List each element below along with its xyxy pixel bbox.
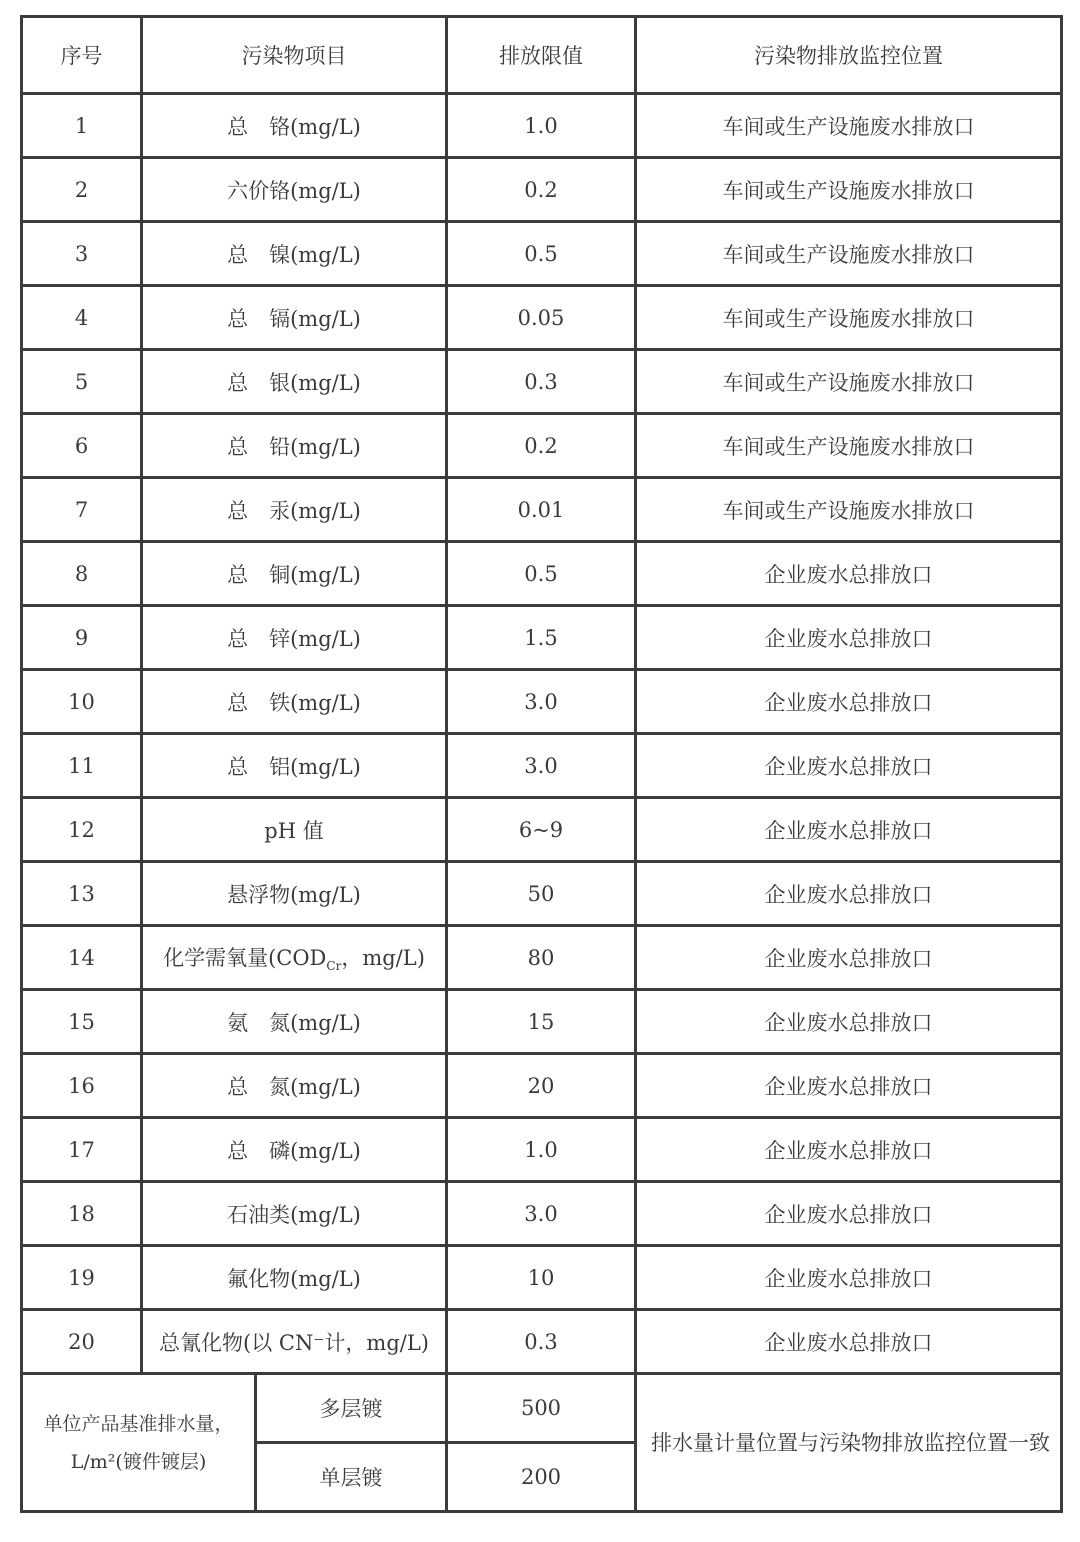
row-number: 1 <box>22 94 142 158</box>
pollutant-item: 石油类(mg/L) <box>142 1182 447 1246</box>
pollutant-item: 总 镍(mg/L) <box>142 222 447 286</box>
pollutant-item: 总 锌(mg/L) <box>142 606 447 670</box>
emission-limit: 20 <box>447 1054 636 1118</box>
row-number: 13 <box>22 862 142 926</box>
emission-limit: 1.0 <box>447 1118 636 1182</box>
monitoring-location: 企业废水总排放口 <box>636 542 1062 606</box>
table-row <box>22 798 1062 862</box>
monitoring-location: 车间或生产设施废水排放口 <box>636 94 1062 158</box>
table-row <box>22 542 1062 606</box>
table-row <box>22 862 1062 926</box>
pollutant-item: 总 氮(mg/L) <box>142 1054 447 1118</box>
row-number: 14 <box>22 926 142 990</box>
pollutant-item: pH 值 <box>142 798 447 862</box>
monitoring-location: 企业废水总排放口 <box>636 670 1062 734</box>
emission-limit: 10 <box>447 1246 636 1310</box>
pollutant-item: 总 镉(mg/L) <box>142 286 447 350</box>
monitoring-location: 企业废水总排放口 <box>636 1182 1062 1246</box>
monitoring-location: 企业废水总排放口 <box>636 734 1062 798</box>
single-layer-label: 单层镀 <box>256 1443 447 1512</box>
row-number: 5 <box>22 350 142 414</box>
drainage-location: 排水量计量位置与污染物排放监控位置一致 <box>636 1374 1062 1512</box>
emission-limit: 1.5 <box>447 606 636 670</box>
table-row <box>22 1310 1062 1374</box>
emission-limit: 0.3 <box>447 350 636 414</box>
pollutant-item: 悬浮物(mg/L) <box>142 862 447 926</box>
row-number: 4 <box>22 286 142 350</box>
row-number: 19 <box>22 1246 142 1310</box>
table-row <box>22 222 1062 286</box>
row-number: 20 <box>22 1310 142 1374</box>
monitoring-location: 企业废水总排放口 <box>636 1118 1062 1182</box>
emission-limit: 0.05 <box>447 286 636 350</box>
row-number: 16 <box>22 1054 142 1118</box>
pollutant-item: 总 铜(mg/L) <box>142 542 447 606</box>
header-no: 序号 <box>22 17 142 94</box>
pollutant-item: 总 银(mg/L) <box>142 350 447 414</box>
single-layer-value: 200 <box>447 1443 636 1512</box>
pollutant-item-suffix: ，mg/L) <box>341 945 425 970</box>
emission-limits-table <box>20 15 1063 1513</box>
table-row <box>22 734 1062 798</box>
monitoring-location: 车间或生产设施废水排放口 <box>636 222 1062 286</box>
emission-limit: 0.5 <box>447 222 636 286</box>
row-number: 3 <box>22 222 142 286</box>
pollutant-item <box>142 926 447 990</box>
pollutant-item-text: 化学需氧量(COD <box>163 945 327 970</box>
row-number: 8 <box>22 542 142 606</box>
pollutant-item: 总 汞(mg/L) <box>142 478 447 542</box>
pollutant-item: 总 铅(mg/L) <box>142 414 447 478</box>
emission-limit: 3.0 <box>447 734 636 798</box>
monitoring-location: 车间或生产设施废水排放口 <box>636 478 1062 542</box>
table-row <box>22 1118 1062 1182</box>
table-row <box>22 1246 1062 1310</box>
table-row <box>22 1182 1062 1246</box>
row-number: 15 <box>22 990 142 1054</box>
row-number: 12 <box>22 798 142 862</box>
row-number: 2 <box>22 158 142 222</box>
pollutant-item: 总 铁(mg/L) <box>142 670 447 734</box>
table-row <box>22 414 1062 478</box>
monitoring-location: 企业废水总排放口 <box>636 798 1062 862</box>
header-item: 污染物项目 <box>142 17 447 94</box>
emission-limit: 1.0 <box>447 94 636 158</box>
footer-row-multi <box>22 1374 1062 1443</box>
emission-limit: 3.0 <box>447 1182 636 1246</box>
table-row <box>22 478 1062 542</box>
row-number: 18 <box>22 1182 142 1246</box>
pollutant-item: 总 铝(mg/L) <box>142 734 447 798</box>
emission-limit: 0.5 <box>447 542 636 606</box>
table-row <box>22 286 1062 350</box>
monitoring-location: 企业废水总排放口 <box>636 1246 1062 1310</box>
table-row <box>22 990 1062 1054</box>
pollutant-item: 六价铬(mg/L) <box>142 158 447 222</box>
pollutant-item: 总 铬(mg/L) <box>142 94 447 158</box>
pollutant-item: 氟化物(mg/L) <box>142 1246 447 1310</box>
table-row <box>22 158 1062 222</box>
emission-limit: 0.01 <box>447 478 636 542</box>
emission-limit: 0.3 <box>447 1310 636 1374</box>
table-row <box>22 350 1062 414</box>
drainage-volume-label: 单位产品基准排水量，L/m²(镀件镀层) <box>22 1374 256 1512</box>
emission-limit: 6~9 <box>447 798 636 862</box>
header-limit: 排放限值 <box>447 17 636 94</box>
monitoring-location: 车间或生产设施废水排放口 <box>636 286 1062 350</box>
multi-layer-value: 500 <box>447 1374 636 1443</box>
monitoring-location: 企业废水总排放口 <box>636 862 1062 926</box>
multi-layer-label: 多层镀 <box>256 1374 447 1443</box>
emission-limit: 0.2 <box>447 158 636 222</box>
table-row <box>22 606 1062 670</box>
monitoring-location: 企业废水总排放口 <box>636 1310 1062 1374</box>
emission-limit: 50 <box>447 862 636 926</box>
row-number: 17 <box>22 1118 142 1182</box>
table-row <box>22 94 1062 158</box>
pollutant-item-subscript: Cr <box>326 959 342 974</box>
header-row <box>22 17 1062 94</box>
emission-limit: 15 <box>447 990 636 1054</box>
row-number: 9 <box>22 606 142 670</box>
pollutant-item: 氨 氮(mg/L) <box>142 990 447 1054</box>
emission-limit: 3.0 <box>447 670 636 734</box>
monitoring-location: 车间或生产设施废水排放口 <box>636 350 1062 414</box>
header-location: 污染物排放监控位置 <box>636 17 1062 94</box>
emission-limit: 0.2 <box>447 414 636 478</box>
row-number: 10 <box>22 670 142 734</box>
row-number: 6 <box>22 414 142 478</box>
table-row <box>22 1054 1062 1118</box>
monitoring-location: 车间或生产设施废水排放口 <box>636 414 1062 478</box>
emission-limit: 80 <box>447 926 636 990</box>
table-row <box>22 670 1062 734</box>
table-row <box>22 926 1062 990</box>
row-number: 11 <box>22 734 142 798</box>
monitoring-location: 车间或生产设施废水排放口 <box>636 158 1062 222</box>
monitoring-location: 企业废水总排放口 <box>636 990 1062 1054</box>
pollutant-item: 总氰化物(以 CN⁻计，mg/L) <box>142 1310 447 1374</box>
monitoring-location: 企业废水总排放口 <box>636 926 1062 990</box>
row-number: 7 <box>22 478 142 542</box>
monitoring-location: 企业废水总排放口 <box>636 1054 1062 1118</box>
monitoring-location: 企业废水总排放口 <box>636 606 1062 670</box>
pollutant-item: 总 磷(mg/L) <box>142 1118 447 1182</box>
